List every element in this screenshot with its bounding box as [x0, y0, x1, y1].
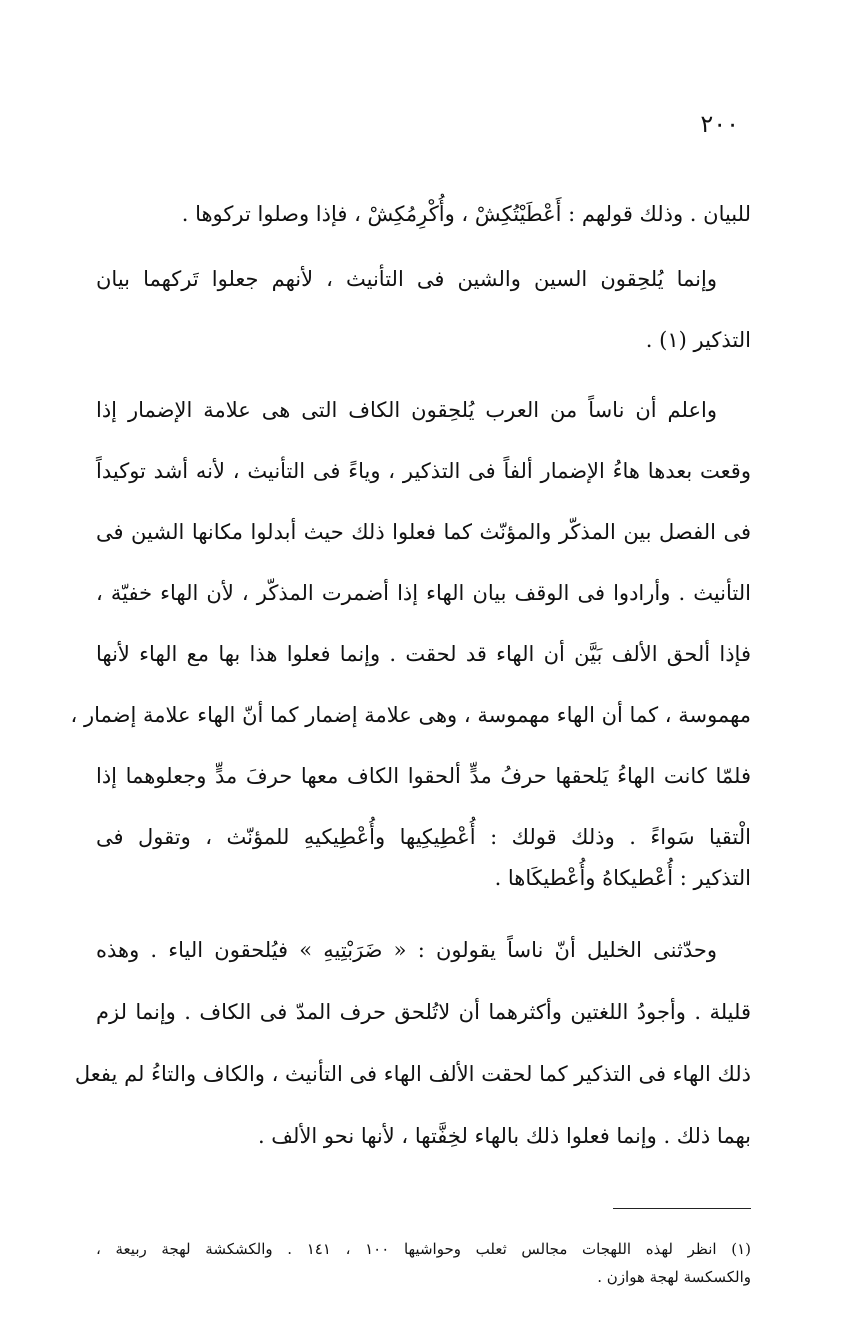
footnote-line: (١) انظر لهذه اللهجات مجالس ثعلب وحواشيها ١٠٠ ، ١٤١ . والكشكشة لهجة ربيعة ، [96, 1240, 751, 1258]
text-line: فى الفصل بين المذكّر والمؤنّث كما فعلوا ذلك حيث أبدلوا مكانها الشين فى [96, 520, 751, 544]
text-line: مهموسة ، كما أن الهاء مهموسة ، وهى علامة إضمار كما أنّ الهاء علامة إضمار ، [70, 703, 751, 727]
text-line: التذكير (١) . [645, 328, 751, 352]
text-line: ذلك الهاء فى التذكير كما لحقت الألف الهاء فى التأنيث ، والكاف والتاءُ لم يفعل [74, 1062, 751, 1086]
text-line: قليلة . وأجودُ اللغتين وأكثرهما أن لاتُلحق حرف المدّ فى الكاف . وإنما لزم [96, 1000, 751, 1024]
text-line: فلمّا كانت الهاءُ يَلحقها حرفُ مدٍّ ألحقوا الكاف معها حرفَ مدٍّ وجعلوهما إذا [96, 764, 751, 788]
page-number: ٢٠٠ [700, 110, 739, 138]
text-line: وقعت بعدها هاءُ الإضمار ألفاً فى التذكير ، وياءً فى التأنيث ، لأنه أشد توكيداً [96, 459, 751, 483]
text-line: للبيان . وذلك قولهم : أَعْطَيْتُكِشْ ، وأُكْرِمُكِشْ ، فإذا وصلوا تركوها . [181, 202, 751, 226]
text-line: بهما ذلك . وإنما فعلوا ذلك بالهاء لخِفَّتها ، لأنها نحو الألف . [257, 1124, 751, 1148]
footnote-separator [613, 1208, 751, 1209]
text-line: التذكير : أُعْطيكاهُ وأُعْطيكَاها . [494, 866, 751, 890]
text-line: الْتقيا سَواءً . وذلك قولك : أُعْطِيكِيها وأُعْطِيكيهِ للمؤنّث ، وتقول فى [96, 825, 751, 849]
text-line: وإنما يُلحِقون السين والشين فى التأنيث ، لأنهم جعلوا تَركهما بيان [96, 267, 717, 291]
text-line: فإذا ألحق الألف بَيَّن أن الهاء قد لحقت . وإنما فعلوا هذا بها مع الهاء لأنها [96, 642, 751, 666]
text-line: وحدّثنى الخليل أنّ ناساً يقولون : « ضَرَبْتِيهِ » فيُلحقون الياء . وهذه [96, 938, 717, 962]
text-line: التأنيث . وأرادوا فى الوقف بيان الهاء إذا أضمرت المذكّر ، لأن الهاء خفيّة ، [96, 581, 751, 605]
footnote-line: والكسكسة لهجة هوازن . [597, 1268, 751, 1286]
text-line: واعلم أن ناساً من العرب يُلحِقون الكاف التى هى علامة الإضمار إذا [96, 398, 717, 422]
